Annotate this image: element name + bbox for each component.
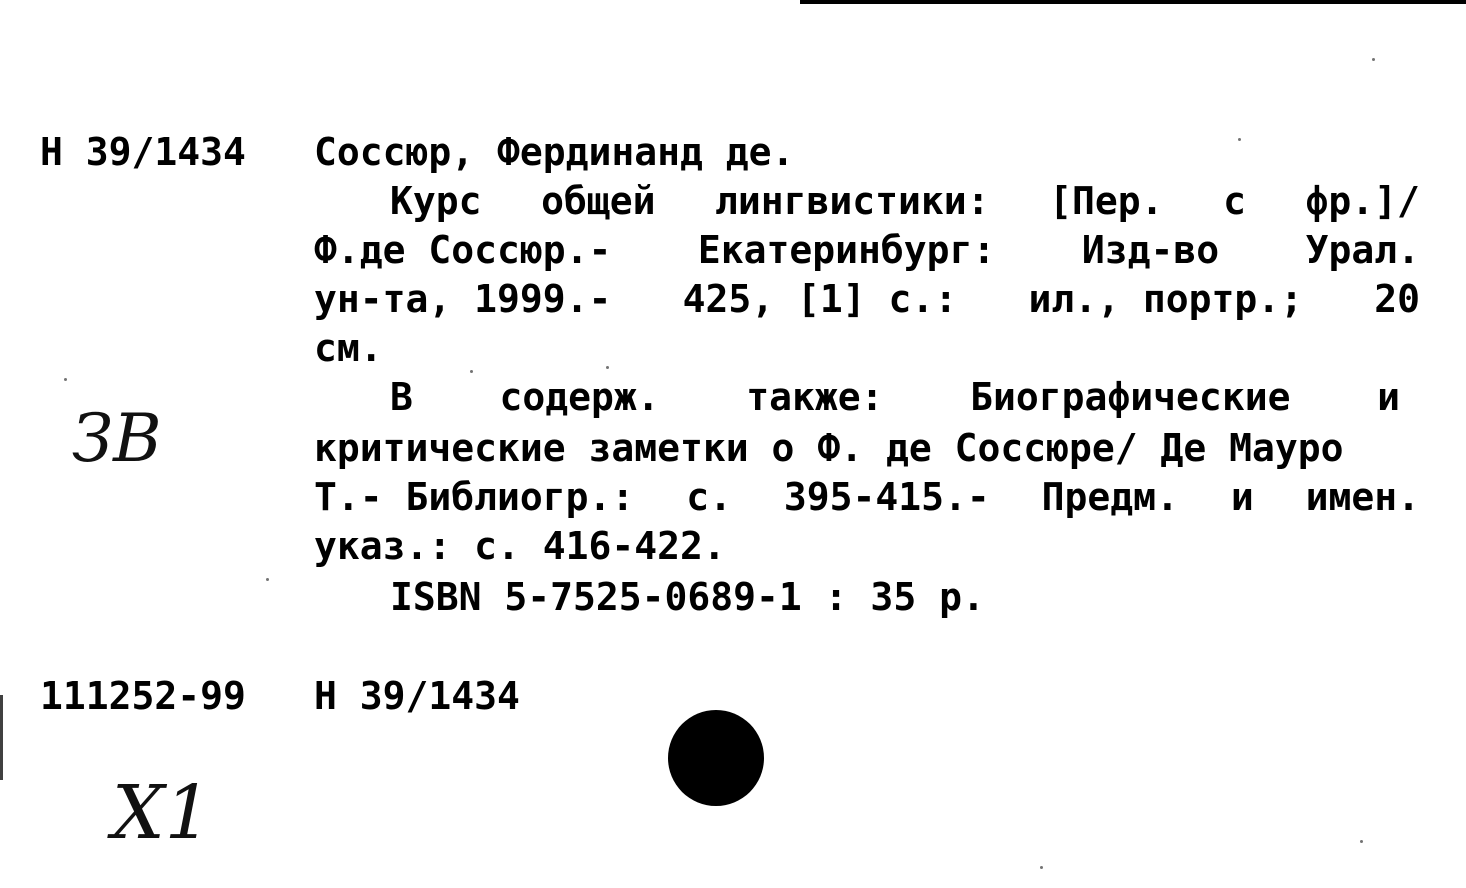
responsibility-word: Ф.де Соссюр.- (314, 228, 612, 272)
title-word: Курс (390, 179, 482, 223)
scan-speck (64, 378, 67, 381)
title-word: с (1223, 179, 1246, 223)
note-word: 395-415.- (783, 475, 990, 519)
scan-speck (266, 578, 269, 581)
scan-speck (606, 366, 609, 369)
note-line-4: указ.: с. 416-422. (314, 524, 726, 568)
handwritten-mark-lower: Х1 (112, 770, 212, 856)
note-line-2: критические заметки о Ф. де Соссюре/ Де Мауро (314, 426, 1344, 470)
scan-speck (470, 370, 473, 373)
imprint-word: 20 (1374, 277, 1420, 321)
note-word: В (390, 375, 413, 419)
note-word: содерж. (499, 375, 660, 419)
title-word: фр.]/ (1305, 179, 1420, 223)
scan-speck (1360, 840, 1363, 843)
note-word: Т.- Библиогр.: (314, 475, 635, 519)
responsibility-word: Урал. (1305, 228, 1420, 272)
accession-number: 111252-99 (40, 674, 246, 718)
scan-speck (1372, 58, 1375, 61)
title-word: общей (541, 179, 656, 223)
responsibility-word: Екатеринбург: (697, 228, 996, 272)
shelfmark: Н 39/1434 (40, 130, 246, 174)
imprint-word: 425, [1] с.: (682, 277, 958, 321)
shelfmark-repeat: Н 39/1434 (314, 674, 520, 718)
isbn-line: ISBN 5-7525-0689-1 : 35 р. (390, 575, 985, 619)
note-word: и (1377, 375, 1400, 419)
title-word: [Пер. (1049, 179, 1164, 223)
imprint-word: ил., портр.; (1028, 277, 1303, 321)
note-word: имен. (1305, 475, 1420, 519)
title-word: лингвистики: (715, 179, 990, 223)
card-top-edge (800, 0, 1466, 4)
author-heading: Соссюр, Фердинанд де. (314, 130, 795, 174)
note-line (390, 373, 1400, 421)
title-line (390, 177, 1420, 225)
scan-speck (1238, 138, 1241, 141)
responsibility-line (314, 226, 1420, 274)
handwritten-mark-upper: ЗВ (72, 400, 162, 477)
note-word: также: (746, 375, 884, 419)
note-word: с. (686, 475, 732, 519)
note-line-3 (314, 473, 1420, 521)
imprint-word: ун-та, 1999.- (314, 277, 612, 321)
imprint-line (314, 275, 1420, 323)
scan-speck (1040, 866, 1043, 869)
note-word: Биографические (970, 375, 1291, 419)
card-left-edge (0, 695, 3, 780)
note-word: и (1230, 475, 1254, 519)
note-word: Предм. (1041, 475, 1179, 519)
punch-hole (668, 710, 764, 806)
responsibility-word: Изд-во (1081, 228, 1220, 272)
imprint-line-end: см. (314, 326, 383, 370)
